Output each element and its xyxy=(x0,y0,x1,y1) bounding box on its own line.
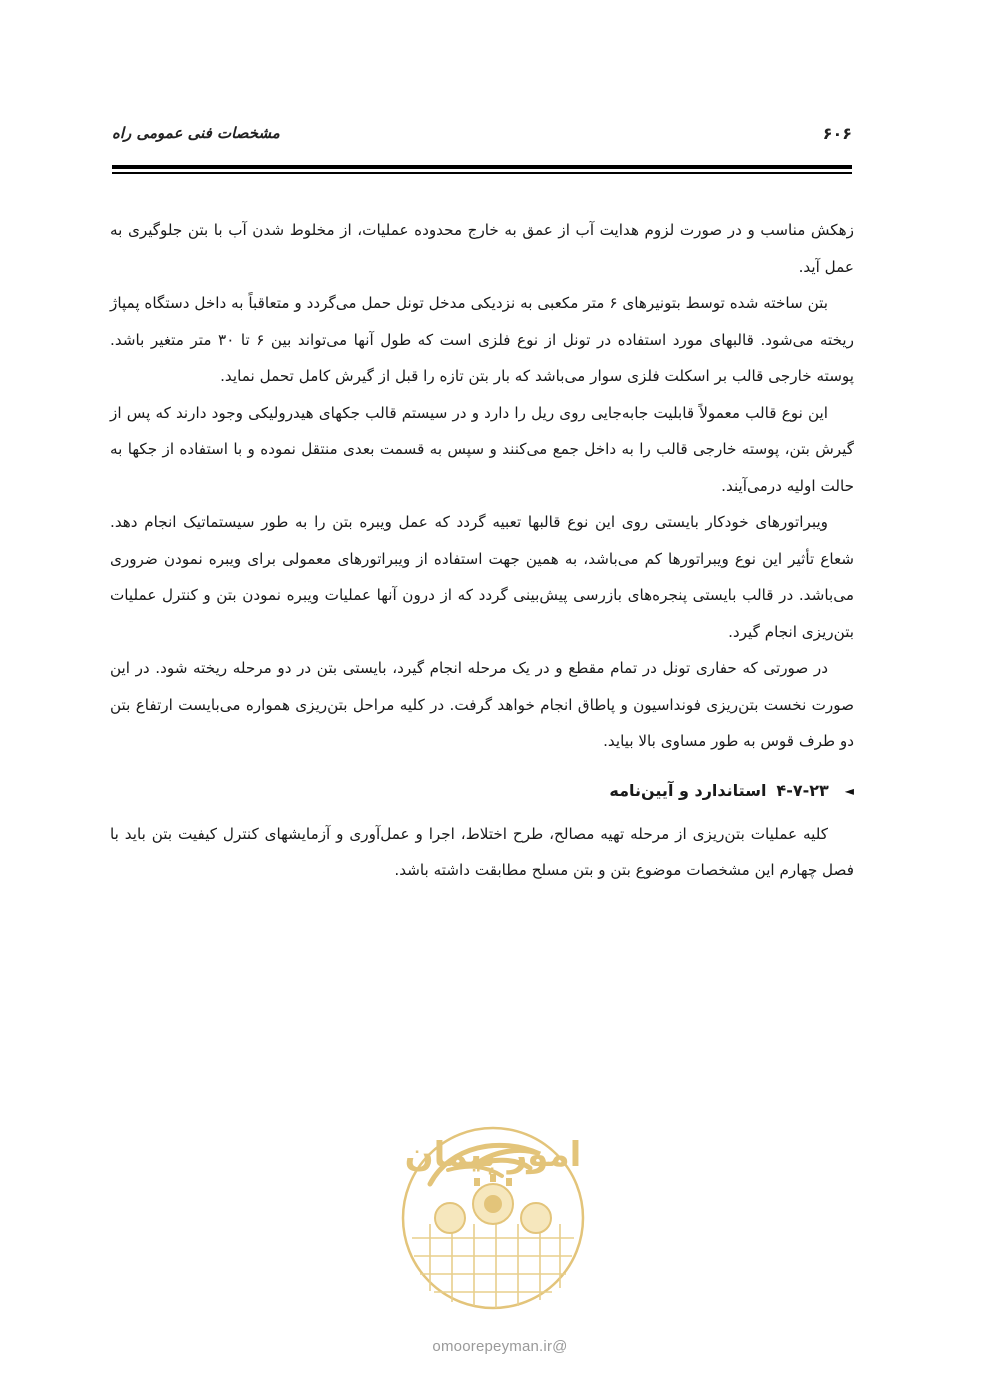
paragraph: بتن ساخته شده توسط بتونیرهای ۶ متر مکعبی به نزدیکی مدخل تونل حمل می‌گردد و متعاقباً به داخل دستگاه پمپاژ ریخته می‌شود. قالبهای مورد استفاده در تونل از نوع فلزی است که طول آنها می‌تواند بین ۶ تا ۳۰ متر متغیر باشد. پوسته خارجی قالب بر اسکلت فلزی سوار می‌باشد که بار بتن تازه را قبل از گیرش کامل تحمل نماید. xyxy=(110,294,854,385)
section-number: ۴-۷-۲۳ xyxy=(776,780,829,800)
paragraph: ویبراتورهای خودکار بایستی روی این نوع قالبها تعبیه گردد که عمل ویبره بتن را به طور سیستماتیک انجام دهد. شعاع تأثیر این نوع ویبراتورها کم می‌باشد، به همین جهت استفاده از ویبراتورهای معمولی برای ویبره نمودن ضروری می‌باشد. در قالب بایستی پنجره‌های بازرسی پیش‌بینی گردد که از درون آنها عملیات ویبره نمودن بتن و کنترل عملیات بتن‌ریزی انجام گیرد. xyxy=(110,513,854,641)
at-icon: @ xyxy=(552,1338,568,1355)
header-rule-thin xyxy=(112,172,852,174)
paragraph: زهکش مناسب و در صورت لزوم هدایت آب از عمق به خارج محدوده عملیات، از مخلوط شدن آب با بتن جلوگیری به عمل آید. xyxy=(110,221,854,276)
logo-text: امور پیمان xyxy=(404,1135,582,1175)
watermark-logo xyxy=(390,1106,596,1336)
section-marker-icon: ◄ xyxy=(844,783,854,798)
logo-url-text: omoorepeyman.ir xyxy=(432,1338,553,1355)
section-paragraph: کلیه عملیات بتن‌ریزی از مرحله تهیه مصالح، طرح اختلاط، اجرا و عمل‌آوری و آزمایشهای کنترل کیفیت بتن باید با فصل چهارم این مشخصات موضوع بتن و بتن مسلح مطابقت داشته باشد. xyxy=(110,824,854,879)
paragraph: این نوع قالب معمولاً قابلیت جابه‌جایی روی ریل را دارد و در سیستم قالب جکهای هیدرولیکی وجود دارند که پس از گیرش بتن، پوسته خارجی قالب را به داخل جمع می‌کنند و سپس به قسمت بعدی منتقل نموده و با استفاده از جکها به حالت اولیه درمی‌آیند. xyxy=(110,403,854,495)
section-title: استاندارد و آیین‌نامه xyxy=(609,780,767,800)
header-title: مشخصات فنی عمومی راه xyxy=(112,124,280,142)
page-header xyxy=(112,122,852,146)
logo-url xyxy=(400,1338,600,1355)
header-rule-thick xyxy=(112,165,852,169)
page-number: ۶۰۶ xyxy=(822,124,852,143)
paragraph: در صورتی که حفاری تونل در تمام مقطع و در یک مرحله انجام گیرد، بایستی بتن در دو مرحله ریخته شود. در این صورت نخست بتن‌ریزی فونداسیون و پاطاق انجام خواهد گرفت. در کلیه مراحل بتن‌ریزی همواره می‌بایست ارتفاع بتن دو طرف قوس به طور مساوی بالا بیاید. xyxy=(110,659,854,750)
logo-seal-icon xyxy=(390,1106,596,1336)
section-heading xyxy=(110,772,854,810)
page-body xyxy=(110,212,854,889)
